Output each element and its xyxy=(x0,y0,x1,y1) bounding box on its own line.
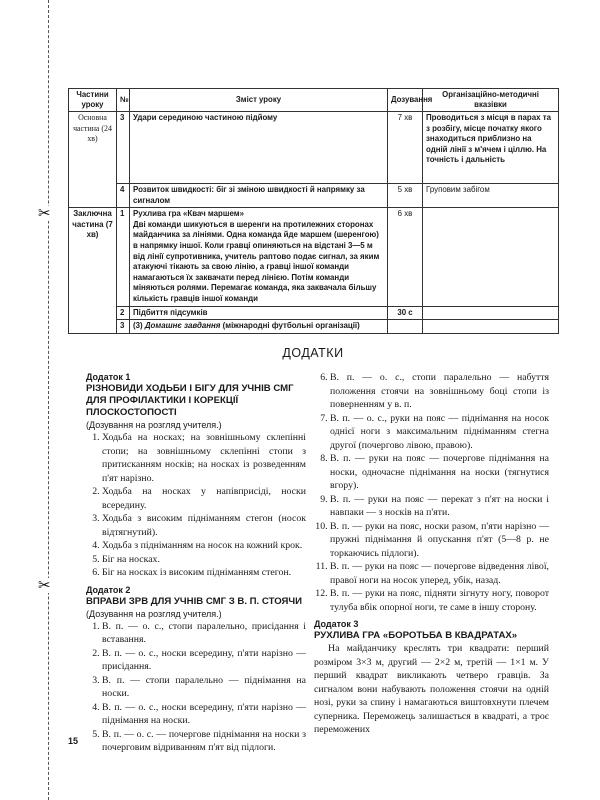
row-num: 2 xyxy=(117,306,130,320)
table-row xyxy=(69,208,559,306)
appendix3-label: Додаток 3 xyxy=(314,619,359,629)
row-content: Розвиток швидкості: біг зі зміною швидкості й напрямку за сигналом xyxy=(130,184,388,208)
header-part: Частини уроку xyxy=(69,89,117,112)
right-column xyxy=(314,371,549,737)
list-item: 9. В. п. — руки на пояс — перекат з п'ят на носки і навпаки — з носків на п'яти. xyxy=(330,493,549,520)
list-item: 4. В. п. — о. с., носки всередину, п'яти нарізно — піднімання на носки. xyxy=(102,701,306,728)
appendix1-note: (Дозування на розгляд учителя.) xyxy=(86,420,222,430)
game-text: Дві команди шикуються в шеренги на протилежних сторонах майданчика за лініями. Одна команда йде маршем (шеренгою) в напрямку іншої. Коли гравці опиняються на відстані 3—5 м від лінії супротивника, учитель раптово подає сигнал, за яким атакуючі тікають за свою лінію, а гравці іншої команди намагаються їх заквачати перед лінією. Потім команди міняються ролями. Перемагає команда, яка заквачала більшу кількість гравців іншої команди xyxy=(133,219,380,303)
list-item: 4. Ходьба з підніманням на носок на кожний крок. xyxy=(102,539,306,553)
row-content: Удари серединою частиною підйому xyxy=(130,112,388,184)
homework-suffix: (міжнародні футбольні організації) xyxy=(220,321,360,331)
header-num: № xyxy=(117,89,130,112)
row-dose: 30 с xyxy=(388,306,423,320)
list-item: 7. В. п. — о. с., руки на пояс — піднімання на носок однієї ноги з максимальним підніманням стегна другої (почергово лівою, правою). xyxy=(330,412,549,453)
page-number: 15 xyxy=(68,736,79,746)
appendix1-label: Додаток 1 xyxy=(86,372,131,382)
part-label-final: Заключна частина (7 хв) xyxy=(69,208,117,334)
appendix3-text: На майданчику креслять три квадрати: перший розміром 3×3 м, другий — 2×2 м, третій — 1×1 м. У перший квадрат викликають четверо гравців. За сигналом вони набувають положення стоячи на одній нозі, руки за спину і намагаються виштовхнути плечем суперника. Переможець залишається в квадраті, а троє переможених xyxy=(314,643,549,735)
list-item: 10. В. п. — руки на пояс, носки разом, п'яти нарізно — пружні піднімання й опускання п'ят (5—8 р. не торкаючись підлоги). xyxy=(330,520,549,561)
table-header-row xyxy=(69,89,559,112)
row-num: 1 xyxy=(117,208,130,306)
header-dose: Дозування xyxy=(388,89,423,112)
row-notes-empty xyxy=(423,208,559,306)
row-notes-empty xyxy=(423,320,559,334)
table-row xyxy=(69,184,559,208)
appendix-section-title: ДОДАТКИ xyxy=(282,346,344,360)
list-item: 2. Ходьба на носках у напівприсіді, носки всередину. xyxy=(102,485,306,512)
row-notes: Груповим забігом xyxy=(423,184,559,208)
part-label-main: Основна частина (24 хв) xyxy=(69,112,117,208)
list-item: 3. Ходьба з високим підніманням стегон (носок відтягнутий). xyxy=(102,512,306,539)
list-item: 6. Біг на носках із високим підніманням стегон. xyxy=(102,566,306,580)
homework-label: Домашнє завдання xyxy=(144,321,221,331)
appendix3-title: РУХЛИВА ГРА «БОРОТЬБА В КВАДРАТАХ» xyxy=(314,630,518,641)
homework-prefix: (3) xyxy=(133,321,145,331)
appendix2-list-continued xyxy=(314,371,549,614)
list-item: 11. В. п. — руки на пояс — почергове відведення лівої, правої ноги на носок уперед, убік, назад. xyxy=(330,560,549,587)
list-item: 5. В. п. — о. с. — почергове піднімання на носки з почерговим відриванням п'ят від підлоги. xyxy=(102,728,306,755)
appendix1-list xyxy=(86,431,306,580)
header-content: Зміст уроку xyxy=(130,89,388,112)
game-title: Рухлива гра «Квач маршем» xyxy=(133,209,244,219)
list-item: 1. Ходьба на носках; на зовнішньому склепінні стопи; на зовнішньому склепінні стопи з притисканням носків; на носках із розведенням п'ят нарізно. xyxy=(102,431,306,485)
table-row xyxy=(69,112,559,184)
row-notes: Проводиться з місця в парах та з розбігу, місце початку якого знаходиться приблизно на одній лінії з м'ячем і ціллю. На точність і дальність xyxy=(423,112,559,184)
table-row xyxy=(69,320,559,334)
appendix1-title: РІЗНОВИДИ ХОДЬБИ І БІГУ ДЛЯ УЧНІВ СМГ ДЛЯ ПРОФІЛАКТИКИ І КОРЕКЦІЇ ПЛОСКОСТОПОСТІ xyxy=(86,383,294,418)
cut-line xyxy=(48,0,49,800)
left-column xyxy=(86,371,306,755)
appendix2-title: ВПРАВИ ЗРВ ДЛЯ УЧНІВ СМГ З В. П. СТОЯЧИ xyxy=(86,595,303,607)
list-item: 3. В. п. — стопи паралельно — піднімання на носки. xyxy=(102,674,306,701)
table-row xyxy=(69,306,559,320)
list-item: 12. В. п. — руки на пояс, підняти зігнуту ногу, поворот тулуба вбік опорної ноги, те саме в іншу сторону. xyxy=(330,587,549,614)
row-dose: 7 хв xyxy=(388,112,423,184)
appendix2-list xyxy=(86,620,306,755)
row-num: 3 xyxy=(117,320,130,334)
list-item: 2. В. п. — о. с., носки всередину, п'яти нарізно — присідання. xyxy=(102,647,306,674)
row-dose-empty xyxy=(388,320,423,334)
appendix2-note: (Дозування на розгляд учителя.) xyxy=(86,608,222,619)
row-dose: 6 хв xyxy=(388,208,423,306)
row-num: 4 xyxy=(117,184,130,208)
lesson-plan-table xyxy=(68,88,559,334)
scissors-icon: ✂ xyxy=(38,204,51,222)
header-notes: Організаційно-методичні вказівки xyxy=(423,89,559,112)
row-dose: 5 хв xyxy=(388,184,423,208)
scissors-icon: ✂ xyxy=(38,576,51,594)
game-cell xyxy=(130,208,388,306)
list-item: 8. В. п. — руки на пояс — почергове піднімання на носки, одночасне піднімання на носки (тягнутися вгору). xyxy=(330,452,549,493)
appendix2-label: Додаток 2 xyxy=(86,584,131,595)
list-item: 5. Біг на носках. xyxy=(102,553,306,567)
row-content: Підбиття підсумків xyxy=(130,306,388,320)
row-notes-empty xyxy=(423,306,559,320)
homework-cell xyxy=(130,320,388,334)
list-item: 6. В. п. — о. с., стопи паралельно — набуття положення стоячи на зовнішньому боці стопи із поверненням у в. п. xyxy=(330,371,549,412)
row-num: 3 xyxy=(117,112,130,184)
list-item: 1. В. п. — о. с., стопи паралельно, присідання і вставання. xyxy=(102,620,306,647)
